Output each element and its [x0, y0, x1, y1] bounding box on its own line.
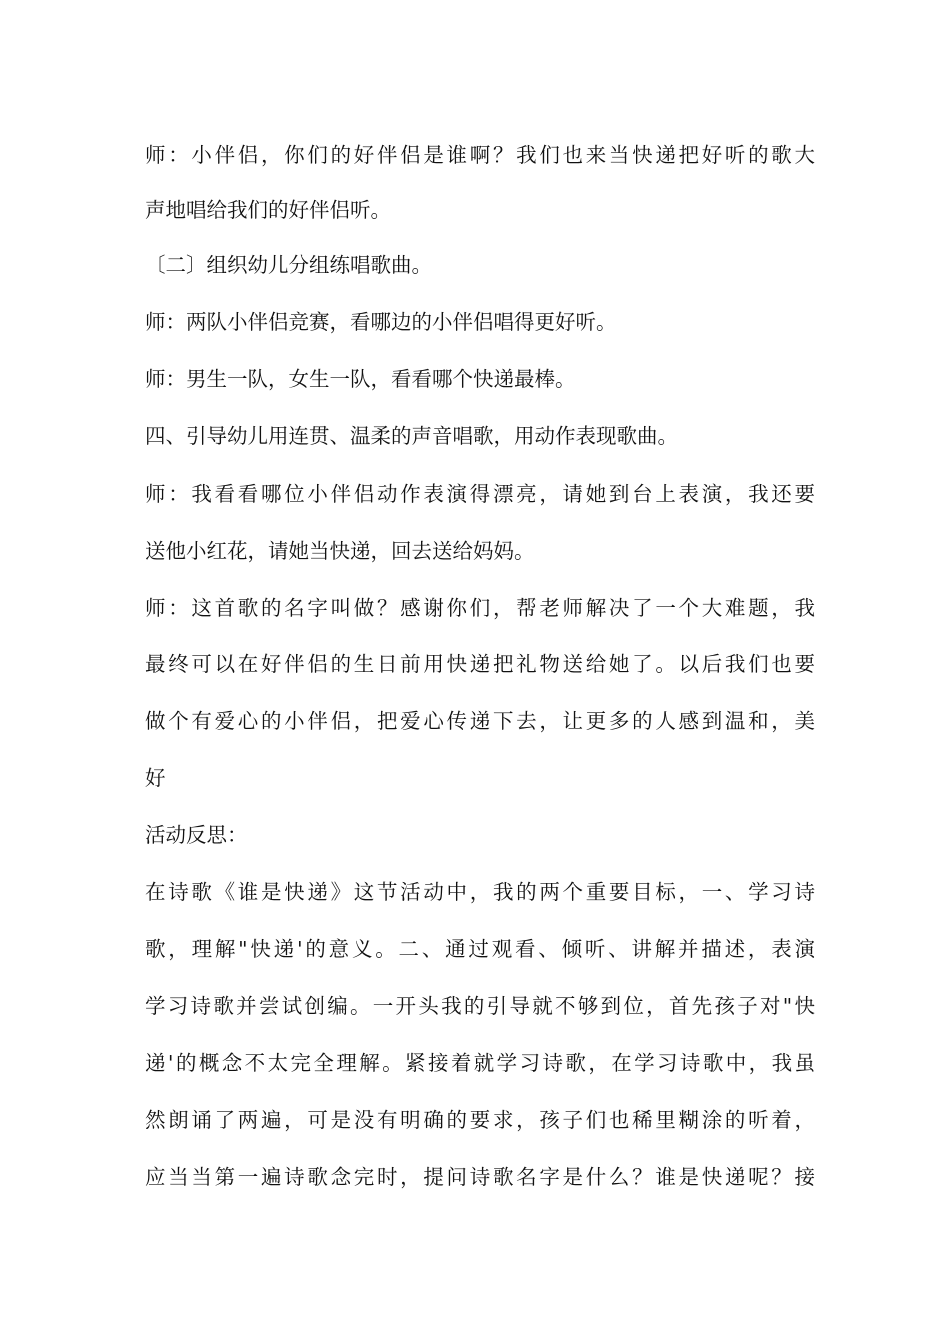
text-line: 应当当第一遍诗歌念完时，提问诗歌名字是什么？谁是快递呢？接 [145, 1165, 815, 1189]
text-line: 师：小伴侣，你们的好伴侣是谁啊？我们也来当快递把好听的歌大 [145, 143, 815, 167]
text-line: 最终可以在好伴侣的生日前用快递把礼物送给她了。以后我们也要 [145, 652, 815, 676]
text-line: 学习诗歌并尝试创编。一开头我的引导就不够到位，首先孩子对"快 [145, 994, 815, 1018]
text-line: 在诗歌《谁是快递》这节活动中，我的两个重要目标，一、学习诗 [145, 880, 815, 904]
text-line: 递'的概念不太完全理解。紧接着就学习诗歌，在学习诗歌中，我虽 [145, 1051, 815, 1075]
text-line: 四、引导幼儿用连贯、温柔的声音唱歌，用动作表现歌曲。 [145, 424, 678, 448]
text-line: 做个有爱心的小伴侣，把爱心传递下去，让更多的人感到温和，美 [145, 709, 815, 733]
text-line: 师：男生一队，女生一队，看看哪个快递最棒。 [145, 367, 576, 391]
text-line: 歌，理解"快递'的意义。二、通过观看、倾听、讲解并描述，表演 [145, 937, 815, 961]
text-line: 师：两队小伴侣竞赛，看哪边的小伴侣唱得更好听。 [145, 310, 617, 334]
text-line: 好 [145, 766, 166, 790]
text-line: 师：这首歌的名字叫做？感谢你们，帮老师解决了一个大难题，我 [145, 596, 815, 620]
text-line: 声地唱给我们的好伴侣听。 [145, 198, 391, 222]
section-heading: 活动反思： [145, 823, 248, 847]
text-line: 送他小红花，请她当快递，回去送给妈妈。 [145, 539, 535, 563]
text-line: 师：我看看哪位小伴侣动作表演得漂亮，请她到台上表演，我还要 [145, 482, 815, 506]
text-line: 〔二〕组织幼儿分组练唱歌曲。 [145, 253, 432, 277]
text-line: 然朗诵了两遍，可是没有明确的要求，孩子们也稀里糊涂的听着， [145, 1108, 815, 1132]
